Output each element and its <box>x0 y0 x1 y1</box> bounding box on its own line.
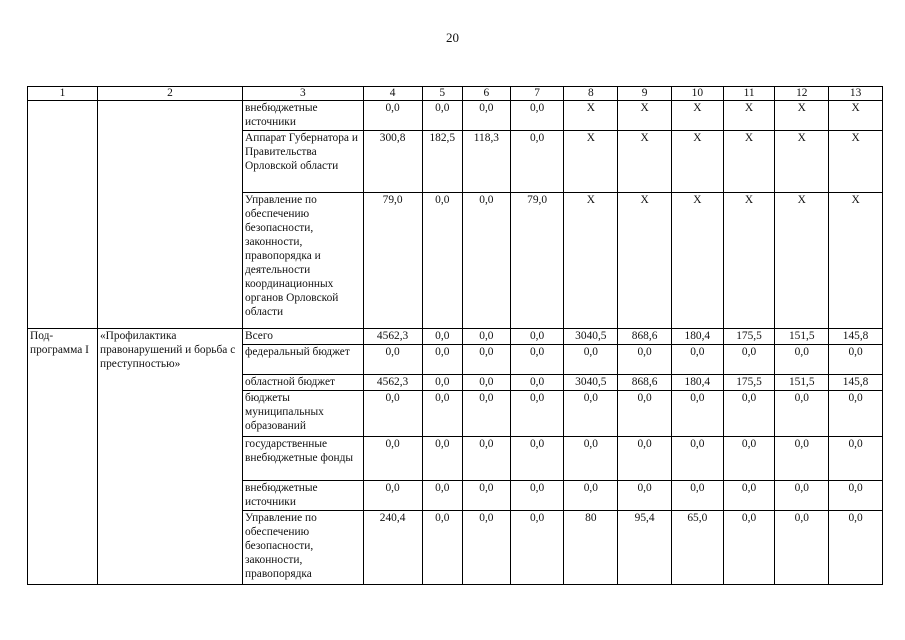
value-cell: 0,0 <box>510 345 564 375</box>
value-cell: X <box>564 101 618 131</box>
value-cell: 300,8 <box>363 131 422 193</box>
value-cell: 868,6 <box>618 375 672 391</box>
value-cell: 0,0 <box>723 391 775 437</box>
value-cell: 0,0 <box>422 345 463 375</box>
value-cell: 182,5 <box>422 131 463 193</box>
value-cell: 0,0 <box>510 511 564 585</box>
value-cell: 145,8 <box>829 375 883 391</box>
value-cell: 0,0 <box>723 481 775 511</box>
value-cell: 0,0 <box>723 345 775 375</box>
value-cell: X <box>775 131 829 193</box>
value-cell: 0,0 <box>618 345 672 375</box>
header-cell: 3 <box>243 87 364 101</box>
value-cell: X <box>671 101 723 131</box>
table-row <box>28 101 883 131</box>
funding-source-cell: Аппарат Губернатора и Правительства Орловской области <box>243 131 364 193</box>
header-cell: 12 <box>775 87 829 101</box>
value-cell: 0,0 <box>829 481 883 511</box>
value-cell: 4562,3 <box>363 375 422 391</box>
value-cell: 0,0 <box>422 101 463 131</box>
value-cell: 79,0 <box>510 193 564 329</box>
value-cell: 3040,5 <box>564 329 618 345</box>
program-number-cell <box>28 101 98 329</box>
value-cell: 65,0 <box>671 511 723 585</box>
value-cell: 0,0 <box>775 511 829 585</box>
value-cell: 0,0 <box>510 101 564 131</box>
value-cell: 0,0 <box>775 437 829 481</box>
value-cell: 0,0 <box>422 437 463 481</box>
value-cell: 145,8 <box>829 329 883 345</box>
header-cell: 5 <box>422 87 463 101</box>
value-cell: 0,0 <box>463 101 511 131</box>
header-cell: 8 <box>564 87 618 101</box>
value-cell: 0,0 <box>463 511 511 585</box>
value-cell: X <box>829 101 883 131</box>
funding-source-cell: федеральный бюджет <box>243 345 364 375</box>
value-cell: 95,4 <box>618 511 672 585</box>
value-cell: X <box>564 193 618 329</box>
value-cell: 0,0 <box>463 193 511 329</box>
value-cell: 0,0 <box>775 345 829 375</box>
value-cell: X <box>723 101 775 131</box>
value-cell: 0,0 <box>510 375 564 391</box>
value-cell: 0,0 <box>510 329 564 345</box>
value-cell: 0,0 <box>564 481 618 511</box>
budget-table <box>27 86 883 585</box>
header-row <box>28 87 883 101</box>
value-cell: 151,5 <box>775 375 829 391</box>
value-cell: 0,0 <box>422 481 463 511</box>
value-cell: 0,0 <box>564 345 618 375</box>
value-cell: X <box>618 101 672 131</box>
value-cell: 0,0 <box>422 391 463 437</box>
header-cell: 2 <box>97 87 242 101</box>
value-cell: 4562,3 <box>363 329 422 345</box>
value-cell: 0,0 <box>618 481 672 511</box>
value-cell: 0,0 <box>463 345 511 375</box>
funding-source-cell: Всего <box>243 329 364 345</box>
value-cell: 180,4 <box>671 329 723 345</box>
value-cell: 0,0 <box>363 481 422 511</box>
value-cell: 151,5 <box>775 329 829 345</box>
value-cell: X <box>671 131 723 193</box>
value-cell: 0,0 <box>510 437 564 481</box>
value-cell: 0,0 <box>564 437 618 481</box>
value-cell: 0,0 <box>618 391 672 437</box>
value-cell: 0,0 <box>775 481 829 511</box>
value-cell: X <box>618 131 672 193</box>
value-cell: 0,0 <box>422 329 463 345</box>
value-cell: 0,0 <box>671 481 723 511</box>
header-cell: 1 <box>28 87 98 101</box>
value-cell: X <box>723 131 775 193</box>
value-cell: 0,0 <box>510 131 564 193</box>
value-cell: 0,0 <box>564 391 618 437</box>
value-cell: 0,0 <box>463 481 511 511</box>
program-title-cell <box>97 101 242 329</box>
value-cell: 0,0 <box>363 345 422 375</box>
page-number: 20 <box>446 30 459 45</box>
value-cell: 0,0 <box>463 375 511 391</box>
funding-source-cell: государственные внебюджетные фонды <box>243 437 364 481</box>
header-cell: 13 <box>829 87 883 101</box>
value-cell: 0,0 <box>363 391 422 437</box>
value-cell: 0,0 <box>463 437 511 481</box>
header-cell: 7 <box>510 87 564 101</box>
value-cell: 0,0 <box>829 511 883 585</box>
funding-source-cell: бюджеты муниципальных образований <box>243 391 364 437</box>
value-cell: 0,0 <box>723 437 775 481</box>
value-cell: 175,5 <box>723 329 775 345</box>
value-cell: X <box>775 193 829 329</box>
header-cell: 10 <box>671 87 723 101</box>
value-cell: 0,0 <box>422 193 463 329</box>
table-row <box>28 329 883 345</box>
value-cell: X <box>829 131 883 193</box>
value-cell: 240,4 <box>363 511 422 585</box>
value-cell: 79,0 <box>363 193 422 329</box>
header-cell: 11 <box>723 87 775 101</box>
value-cell: 3040,5 <box>564 375 618 391</box>
value-cell: 0,0 <box>510 481 564 511</box>
funding-source-cell: областной бюджет <box>243 375 364 391</box>
value-cell: X <box>618 193 672 329</box>
value-cell: X <box>564 131 618 193</box>
value-cell: 118,3 <box>463 131 511 193</box>
funding-source-cell: Управление по обеспечению безопасности, законности, правопорядка <box>243 511 364 585</box>
program-title-cell: «Профилактика правонарушений и борьба с преступностью» <box>97 329 242 585</box>
value-cell: 180,4 <box>671 375 723 391</box>
value-cell: 0,0 <box>463 391 511 437</box>
value-cell: X <box>775 101 829 131</box>
value-cell: 0,0 <box>723 511 775 585</box>
value-cell: 0,0 <box>363 437 422 481</box>
value-cell: 0,0 <box>422 375 463 391</box>
funding-source-cell: Управление по обеспечению безопасности, законности, правопорядка и деятельности координационных органов Орловской области <box>243 193 364 329</box>
value-cell: X <box>723 193 775 329</box>
value-cell: 0,0 <box>829 391 883 437</box>
value-cell: 175,5 <box>723 375 775 391</box>
funding-source-cell: внебюджетные источники <box>243 481 364 511</box>
value-cell: X <box>671 193 723 329</box>
value-cell: 0,0 <box>363 101 422 131</box>
program-number-cell: Под-программа I <box>28 329 98 585</box>
value-cell: 0,0 <box>422 511 463 585</box>
value-cell: 0,0 <box>671 391 723 437</box>
value-cell: 868,6 <box>618 329 672 345</box>
header-cell: 9 <box>618 87 672 101</box>
value-cell: 0,0 <box>829 345 883 375</box>
value-cell: 0,0 <box>510 391 564 437</box>
value-cell: 0,0 <box>618 437 672 481</box>
value-cell: 0,0 <box>829 437 883 481</box>
header-cell: 4 <box>363 87 422 101</box>
value-cell: 0,0 <box>671 437 723 481</box>
funding-source-cell: внебюджетные источники <box>243 101 364 131</box>
value-cell: 0,0 <box>463 329 511 345</box>
header-cell: 6 <box>463 87 511 101</box>
value-cell: 0,0 <box>775 391 829 437</box>
value-cell: 80 <box>564 511 618 585</box>
value-cell: 0,0 <box>671 345 723 375</box>
value-cell: X <box>829 193 883 329</box>
